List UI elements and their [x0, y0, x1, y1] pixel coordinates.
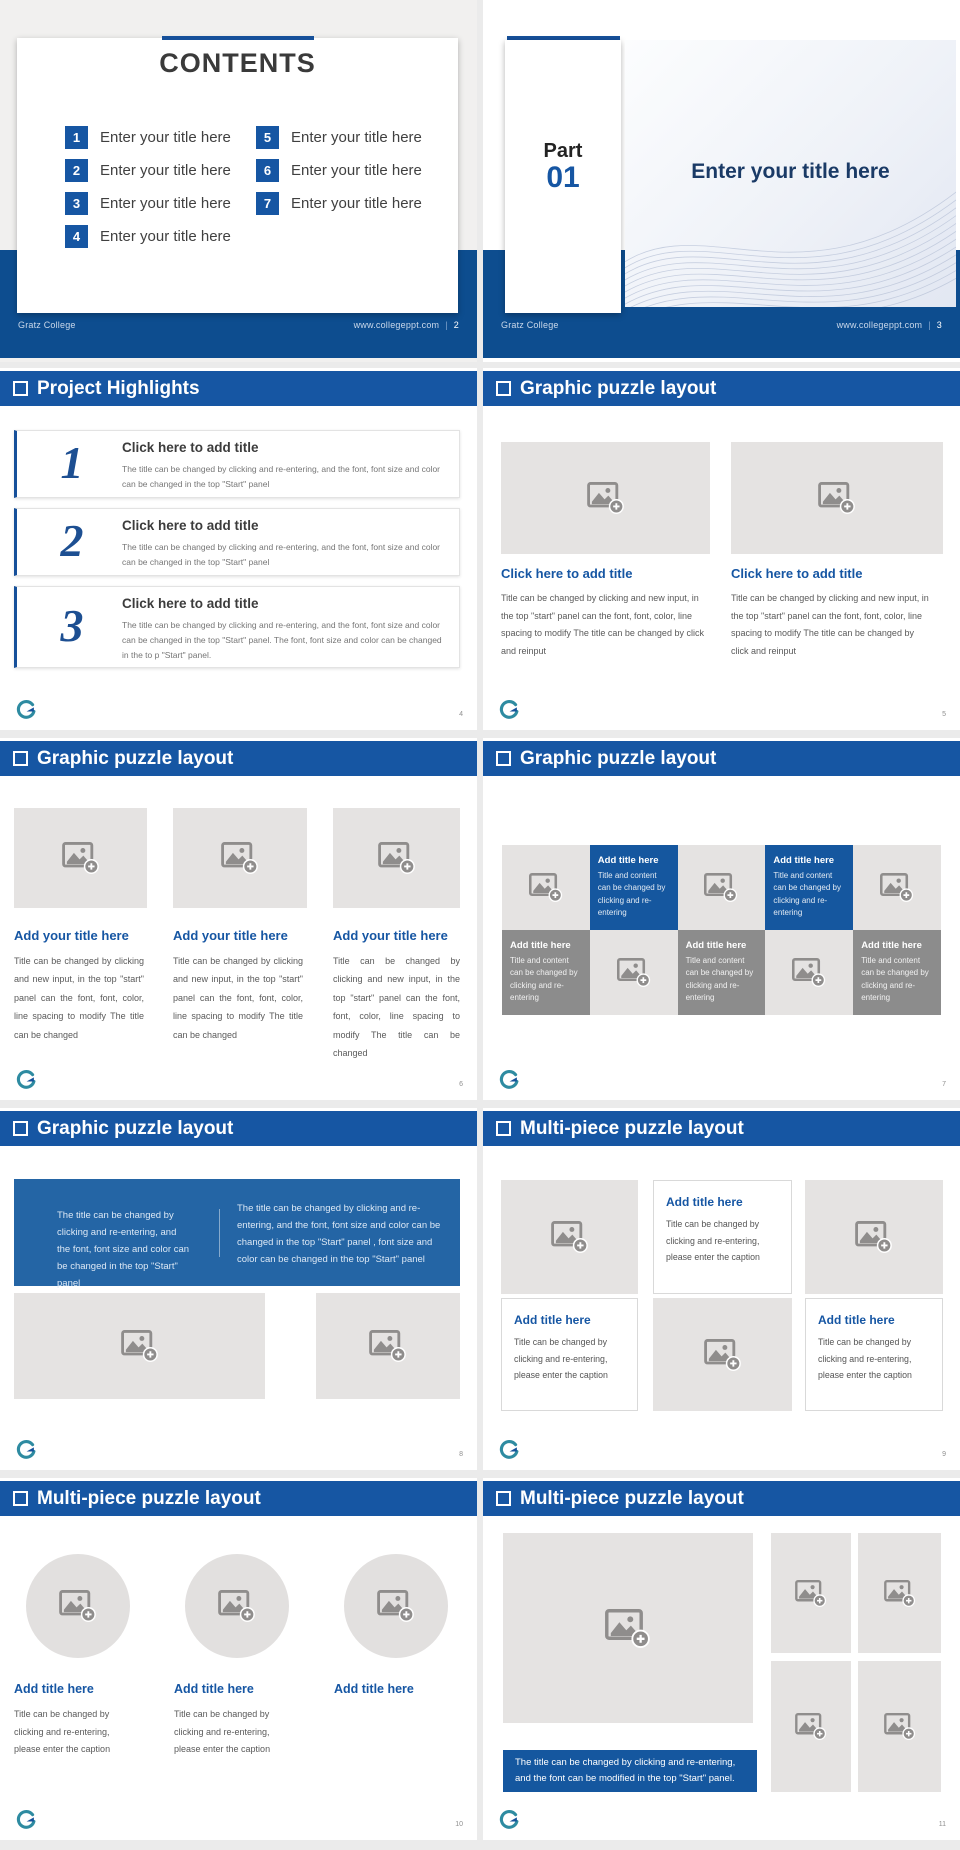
highlight-card: 1 Click here to add title The title can be changed by clicking and re-entering, and the font, font size and color can be changed in the top "Start" panel	[14, 430, 460, 498]
contents-item: 6 Enter your title here	[256, 159, 422, 182]
grid-text-cell: Add title here Title and content can be changed by clicking and re-entering	[502, 930, 590, 1015]
divider	[219, 1209, 220, 1257]
square-outline-icon	[13, 751, 28, 766]
slide-page-number: 3	[936, 320, 942, 330]
caption-card: Add title here Title can be changed by clicking and re-entering, please enter the caption	[501, 1298, 638, 1411]
slide-page-number: 10	[455, 1821, 463, 1828]
highlight-card: 2 Click here to add title The title can be changed by clicking and re-entering, and the font, font size and color can be changed in the top "Start" panel	[14, 508, 460, 576]
highlight-number: 2	[60, 515, 84, 567]
slide-header	[0, 1111, 477, 1146]
image-placeholder	[653, 1298, 792, 1411]
slide-page-number: 7	[942, 1081, 946, 1088]
slide-page-number: 9	[942, 1451, 946, 1458]
contents-item: 4 Enter your title here	[65, 225, 231, 248]
image-placeholder	[858, 1533, 941, 1653]
college-logo-icon	[498, 1439, 520, 1461]
slide-header-title: Multi-piece puzzle layout	[520, 1117, 744, 1139]
footer-college: Gratz College	[501, 320, 559, 330]
slide-header-title: Multi-piece puzzle layout	[520, 1487, 744, 1509]
insert-picture-icon	[855, 1221, 893, 1253]
footer-college: Gratz College	[18, 320, 76, 330]
contents-card	[17, 38, 458, 313]
part-slide-title: Enter your title here	[691, 160, 890, 183]
insert-picture-icon	[59, 1590, 97, 1622]
part-panel	[505, 40, 621, 313]
insert-picture-icon	[587, 482, 625, 514]
image-placeholder	[501, 442, 710, 554]
slide-header-title: Multi-piece puzzle layout	[37, 1487, 261, 1509]
slide-header-title: Graphic puzzle layout	[520, 377, 717, 399]
image-placeholder	[590, 930, 678, 1015]
item-number-badge: 5	[256, 126, 279, 149]
grid-text-cell: Add title here Title and content can be changed by clicking and re-entering	[678, 930, 766, 1015]
insert-picture-icon	[529, 873, 563, 902]
slide-header-title: Project Highlights	[37, 377, 200, 399]
slide-graphic-puzzle-3[interactable]: Graphic puzzle layout Add your title here Title can be changed by clicking and new input, in the top "start" panel can the font, font, color, line spacing to modify The title can be changed Add your title here Title can be changed by clicking and new input, in the top "start" panel can the font, font, color, line spacing to modify The title can be changed Add your title here Title can be changed by clicking and new input, in the top "start" panel can the font, font, color, line spacing to modify The title can be changed 6	[0, 738, 477, 1100]
slide-multi-piece-1[interactable]	[483, 1108, 960, 1470]
image-placeholder	[14, 1293, 265, 1399]
circle-image-placeholder	[344, 1554, 448, 1658]
item-number-badge: 2	[65, 159, 88, 182]
part-label: Part	[543, 140, 583, 162]
circle-image-placeholder	[26, 1554, 130, 1658]
square-outline-icon	[13, 381, 28, 396]
item-number-badge: 1	[65, 126, 88, 149]
college-logo-icon	[15, 1439, 37, 1461]
contents-item: 2 Enter your title here	[65, 159, 231, 182]
image-placeholder	[502, 845, 590, 930]
image-placeholder	[678, 845, 766, 930]
contents-item: 7 Enter your title here	[256, 192, 422, 215]
slide-graphic-puzzle-2[interactable]: Graphic puzzle layout Click here to add title Title can be changed by clicking and new input, in the top "start" panel can the font, font, color, line spacing to modify The title can be changed by click and reinput Click here to add title Title can be changed by clicking and new input, in the top "start" panel can the font, font, color, line spacing to modify The title can be changed by click and reinput 5	[483, 368, 960, 730]
insert-picture-icon	[377, 1590, 415, 1622]
college-logo-icon	[498, 699, 520, 721]
image-placeholder	[853, 845, 941, 930]
slide-header	[0, 1481, 477, 1516]
insert-picture-icon	[617, 958, 651, 987]
grid-text-cell: Add title here Title and content can be changed by clicking and re-entering	[765, 845, 853, 930]
item-number-badge: 6	[256, 159, 279, 182]
accent-line	[162, 36, 314, 40]
insert-picture-icon	[218, 1590, 256, 1622]
slide-page-number: 2	[453, 320, 459, 330]
insert-picture-icon	[221, 842, 259, 874]
grid-text-cell: Add title here Title and content can be changed by clicking and re-entering	[853, 930, 941, 1015]
image-placeholder	[501, 1180, 638, 1294]
slide-page-number: 8	[459, 1451, 463, 1458]
caption-bar: The title can be changed by clicking and re-entering, and the font can be modified in the top "Start" panel.	[503, 1750, 757, 1792]
grid-text-cell: Add title here Title and content can be changed by clicking and re-entering	[590, 845, 678, 930]
slide-header	[0, 371, 477, 406]
image-placeholder	[771, 1533, 851, 1653]
square-outline-icon	[496, 1121, 511, 1136]
image-placeholder	[731, 442, 943, 554]
puzzle-grid	[502, 845, 941, 1015]
footer-url: www.collegeppt.com	[836, 320, 923, 330]
item-number-badge: 4	[65, 225, 88, 248]
slide-multi-piece-3[interactable]	[483, 1478, 960, 1840]
image-placeholder	[805, 1180, 943, 1294]
highlight-card: 3 Click here to add title The title can be changed by clicking and re-entering, and the font, font size and color can be changed in the top "Start" panel. The font, font size and color can be changed in the to p "Start" panel.	[14, 586, 460, 668]
square-outline-icon	[13, 1491, 28, 1506]
contents-item: 5 Enter your title here	[256, 126, 422, 149]
slide-page-number: 4	[459, 711, 463, 718]
highlight-number: 3	[60, 600, 84, 652]
insert-picture-icon	[795, 1580, 827, 1607]
circle-image-placeholder	[185, 1554, 289, 1658]
highlight-number: 1	[60, 437, 84, 489]
slide-contents[interactable]	[0, 0, 477, 362]
image-placeholder	[503, 1533, 753, 1723]
insert-picture-icon	[795, 1713, 827, 1740]
insert-picture-icon	[551, 1221, 589, 1253]
college-logo-icon	[498, 1069, 520, 1091]
image-placeholder	[173, 808, 307, 908]
wave-panel	[625, 40, 956, 307]
square-outline-icon	[496, 1491, 511, 1506]
slide-page-number: 11	[938, 1821, 946, 1828]
square-outline-icon	[496, 381, 511, 396]
insert-picture-icon	[792, 958, 826, 987]
contents-item: 1 Enter your title here	[65, 126, 231, 149]
blue-text-band: The title can be changed by clicking and re-entering, and the font, font size and color can be changed in the top "Start" panel The title can be changed by clicking and re-entering, and the font, font size and color can be changed in the top "Start" panel , font size and color can be changed in the top "Start" panel	[14, 1179, 460, 1286]
insert-picture-icon	[369, 1330, 407, 1362]
slide-page-number: 6	[459, 1081, 463, 1088]
insert-picture-icon	[121, 1330, 159, 1362]
slide-page-number: 5	[942, 711, 946, 718]
insert-picture-icon	[704, 1339, 742, 1371]
slide-project-highlights[interactable]	[0, 368, 477, 730]
image-placeholder	[333, 808, 460, 908]
insert-picture-icon	[880, 873, 914, 902]
footer-url: www.collegeppt.com	[353, 320, 440, 330]
footer-site: www.collegeppt.com | 3	[836, 320, 942, 330]
insert-picture-icon	[605, 1609, 651, 1648]
insert-picture-icon	[884, 1580, 916, 1607]
contents-item: 3 Enter your title here	[65, 192, 231, 215]
item-number-badge: 7	[256, 192, 279, 215]
insert-picture-icon	[378, 842, 416, 874]
slide-header-title: Graphic puzzle layout	[37, 747, 234, 769]
image-placeholder	[771, 1661, 851, 1792]
image-placeholder	[765, 930, 853, 1015]
college-logo-icon	[15, 1809, 37, 1831]
slide-graphic-puzzle-band[interactable]	[0, 1108, 477, 1470]
college-logo-icon	[15, 699, 37, 721]
college-logo-icon	[15, 1069, 37, 1091]
slide-header	[0, 741, 477, 776]
square-outline-icon	[496, 751, 511, 766]
slide-header	[483, 371, 960, 406]
item-number-badge: 3	[65, 192, 88, 215]
insert-picture-icon	[818, 482, 856, 514]
slide-part-01[interactable]	[483, 0, 960, 362]
contents-title: CONTENTS	[159, 48, 316, 78]
part-number: 01	[546, 161, 580, 194]
slide-header-title: Graphic puzzle layout	[520, 747, 717, 769]
slide-multi-piece-2[interactable]: Multi-piece puzzle layout Add title here Title can be changed by clicking and re-entering, please enter the caption Add title here Title can be changed by clicking and re-entering, please enter the caption Add title here 10	[0, 1478, 477, 1840]
slide-header	[483, 741, 960, 776]
image-placeholder	[316, 1293, 460, 1399]
slide-graphic-puzzle-grid[interactable]	[483, 738, 960, 1100]
slide-header	[483, 1481, 960, 1516]
insert-picture-icon	[884, 1713, 916, 1740]
footer-site: www.collegeppt.com | 2	[353, 320, 459, 330]
square-outline-icon	[13, 1121, 28, 1136]
image-placeholder	[14, 808, 147, 908]
slide-header	[483, 1111, 960, 1146]
caption-card: Add title here Title can be changed by clicking and re-entering, please enter the caption	[805, 1298, 943, 1411]
college-logo-icon	[498, 1809, 520, 1831]
insert-picture-icon	[62, 842, 100, 874]
insert-picture-icon	[704, 873, 738, 902]
caption-card: Add title here Title can be changed by clicking and re-entering, please enter the caption	[653, 1180, 792, 1294]
slide-header-title: Graphic puzzle layout	[37, 1117, 234, 1139]
image-placeholder	[858, 1661, 941, 1792]
